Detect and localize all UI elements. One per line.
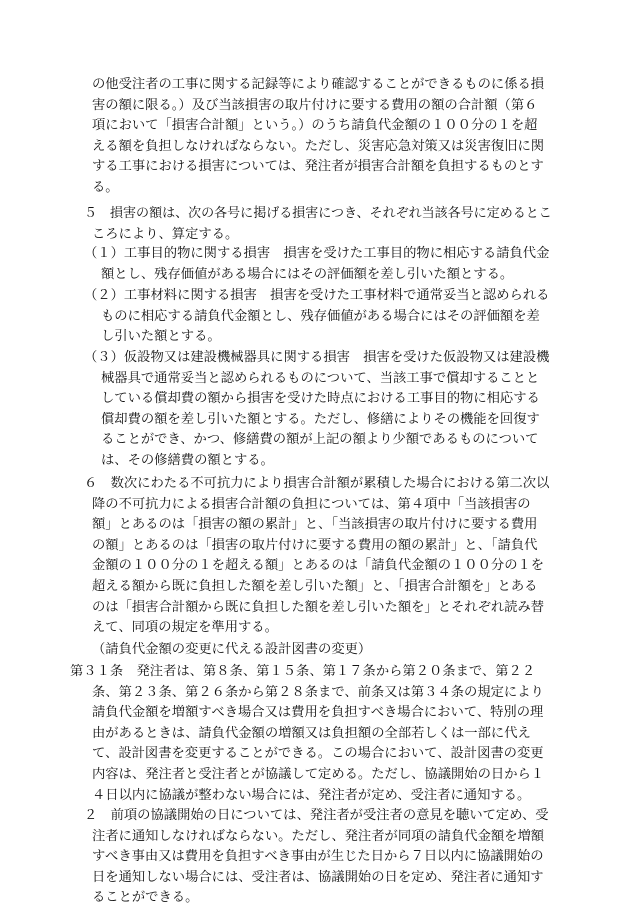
text-line: の額」とあるのは「損害の取片付けに要する費用の額の累計」と、「請負代 — [92, 537, 538, 553]
text-line: ることができ、かつ、修繕費の額が上記の額より少額であるものについて — [101, 432, 539, 448]
text-line: は、その修繕費の額とする。 — [101, 453, 274, 468]
text-line: 超える額から既に負担した額を差し引いた額」と、「損害合計額を」とある — [92, 579, 538, 594]
text-line: 械器具で通常妥当と認められるものについて、当該工事で償却することと — [101, 370, 540, 386]
text-line: 条、第２３条、第２６条から第２８条まで、前条又は第３４条の規定により — [92, 684, 544, 700]
text-line: えて、同項の規定を準用する。 — [92, 620, 278, 636]
text-line: ６ 数次にわたる不可抗力により損害合計額が累積した場合における第二次以 — [84, 476, 550, 491]
text-line: 由があるときは、請負代金額の増額又は負担額の全部若しくは一部に代え — [92, 725, 531, 741]
text-line: （３）仮設物又は建設機械器具に関する損害 損害を受けた仮設物又は建設機 — [84, 350, 550, 365]
text-line: ２ 前項の協議開始の日については、発注者が受注者の意見を聴いて定め、受 — [84, 808, 549, 823]
text-line: （１）工事目的物に関する損害 損害を受けた工事目的物に相応する請負代金 — [84, 246, 550, 261]
text-line: える額を負担しなければならない。ただし、災害応急対策又は災害復旧に関 — [92, 138, 545, 154]
text-line: 金額の１００分の１を超える額」とあるのは「請負代金額の１００分の１を — [92, 558, 545, 574]
text-line: 第３１条 発注者は、第８条、第１５条、第１７条から第２０条まで、第２２ — [70, 664, 536, 679]
text-line: すべき事由又は費用を負担すべき事由が生じた日から７日以内に協議開始の — [92, 849, 544, 865]
text-line: ることができる。 — [92, 890, 199, 906]
text-line: 注者に通知しなければならない。ただし、発注者が同項の請負代金額を増額 — [92, 828, 545, 844]
text-line: ４日以内に協議が整わない場合には、発注者が定め、受注者に通知する。 — [92, 787, 531, 803]
text-line: （請負代金額の変更に代える設計図書の変更） — [92, 642, 372, 657]
text-line: る。 — [92, 180, 119, 195]
text-line: 降の不可抗力による損害合計額の負担については、第４項中「当該損害の — [92, 496, 531, 512]
text-line: 償却費の額を差し引いた額とする。ただし、修繕によりその機能を回復す — [101, 411, 540, 427]
text-line: のは「損害合計額から既に負担した額を差し引いた額を」とそれぞれ読み替 — [92, 599, 545, 615]
text-line: ５ 損害の額は、次の各号に掲げる損害につき、それぞれ当該各号に定めるとこ — [84, 206, 552, 221]
text-line: 額」とあるのは「損害の額の累計」と、「当該損害の取片付けに要する費用 — [92, 517, 538, 533]
text-line: 請負代金額を増額すべき場合又は費用を負担すべき場合において、特別の理 — [92, 705, 544, 721]
text-line: 日を通知しない場合には、受注者は、協議開始の日を定め、発注者に通知す — [92, 869, 544, 885]
text-line: 内容は、発注者と受注者とが協議して定める。ただし、協議開始の日から１ — [92, 767, 545, 782]
text-line: 額とし、残存価値がある場合にはその評価額を差し引いた額とする。 — [101, 266, 514, 282]
text-line: ものに相応する請負代金額とし、残存価値がある場合にはその評価額を差 — [101, 308, 540, 324]
text-line: 項において「損害合計額」という。）のうち請負代金額の１００分の１を超 — [92, 118, 538, 134]
text-line: （２）工事材料に関する損害 損害を受けた工事材料で通常妥当と認められる — [84, 288, 550, 303]
text-line: ころにより、算定する。 — [92, 226, 239, 242]
text-line: 害の額に限る。）及び当該損害の取片付けに要する費用の額の合計額（第６ — [92, 97, 538, 113]
text-line: している償却費の額から損害を受けた時点における工事目的物に相応する — [101, 391, 540, 407]
text-line: の他受注者の工事に関する記録等により確認することができるものに係る損 — [92, 77, 545, 92]
text-line: する工事における損害については、発注者が損害合計額を負担するものとす — [92, 159, 544, 175]
text-line: し引いた額とする。 — [101, 329, 221, 345]
text-line: て、設計図書を変更することができる。この場合において、設計図書の変更 — [92, 746, 544, 762]
